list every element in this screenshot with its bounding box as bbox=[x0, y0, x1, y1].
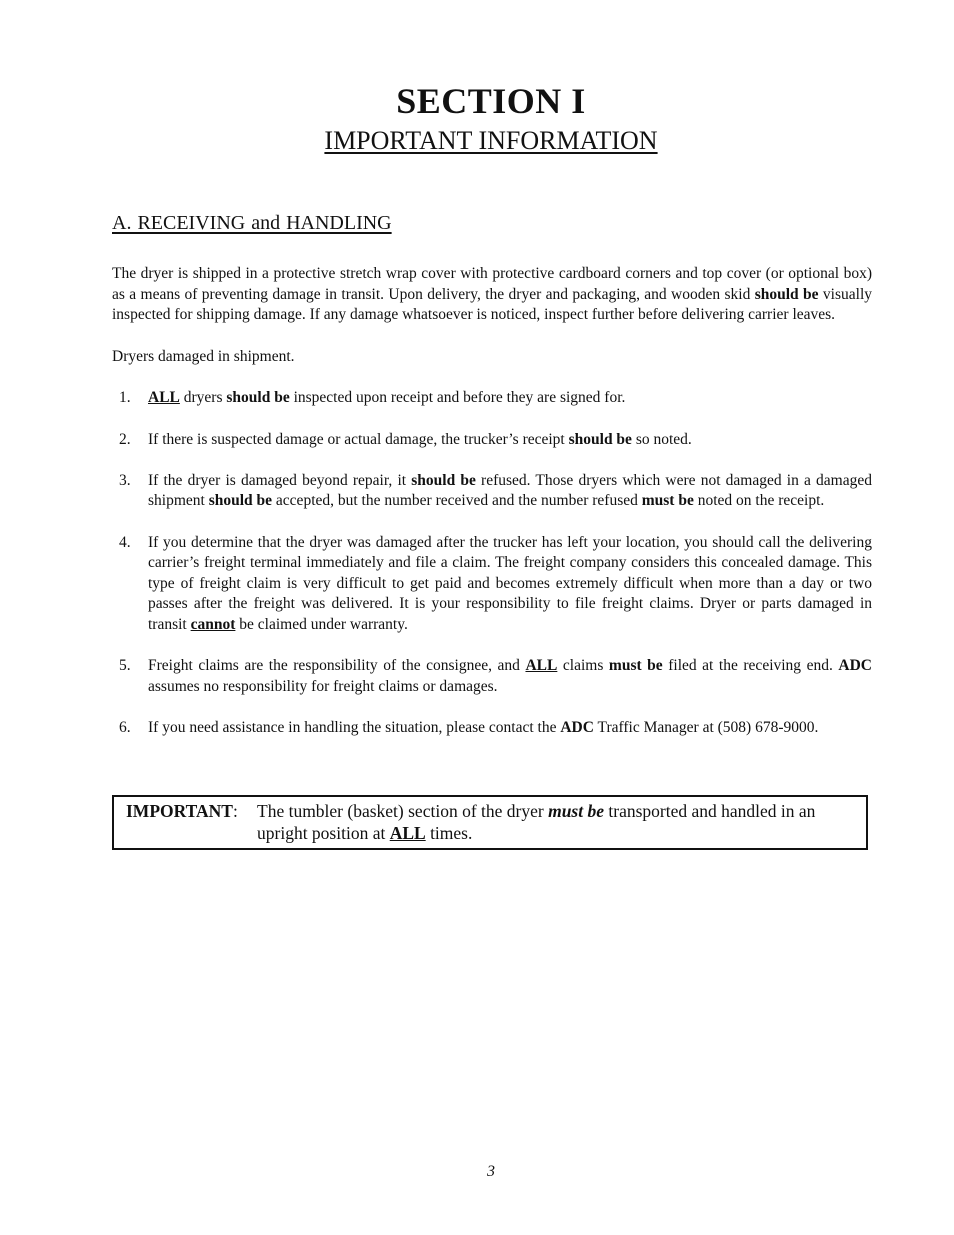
list-text: claims bbox=[557, 657, 609, 675]
list-text: assumes no responsibility for freight claims or damages. bbox=[148, 677, 498, 695]
list-item bbox=[112, 471, 872, 512]
emphasis-should-be: should be bbox=[226, 389, 290, 407]
emphasis-should-be: should be bbox=[754, 285, 819, 303]
damage-list bbox=[112, 388, 872, 738]
list-text: If you need assistance in handling the situation, please contact the bbox=[148, 718, 561, 736]
list-text: filed at the receiving end. bbox=[662, 657, 839, 675]
receiving-paragraph bbox=[112, 264, 872, 326]
list-number: 2. bbox=[119, 430, 131, 448]
list-number: 5. bbox=[119, 657, 131, 675]
emphasis-adc: ADC bbox=[838, 657, 872, 675]
notice-text: transported and handled in an upright position at bbox=[257, 801, 816, 843]
paragraph-text: The dryer is shipped in a protective stretch wrap cover with protective cardboard corners and top cover (or optional box) as a means of preventing damage in transit. Upon delivery, the dryer and packaging, and wooden skid bbox=[112, 265, 872, 303]
emphasis-all: ALL bbox=[389, 823, 426, 843]
list-text: dryers bbox=[179, 389, 227, 407]
emphasis-should-be: should be bbox=[208, 492, 273, 510]
list-number: 4. bbox=[119, 533, 131, 551]
damage-intro: Dryers damaged in shipment. bbox=[112, 347, 295, 365]
list-item bbox=[112, 656, 872, 697]
list-text: If the dryer is damaged beyond repair, it bbox=[148, 471, 412, 489]
emphasis-must-be: must be bbox=[641, 492, 694, 510]
section-subtitle: IMPORTANT INFORMATION bbox=[324, 126, 658, 155]
list-text: refused. Those dryers which were not damaged in a damaged shipment bbox=[148, 471, 872, 510]
section-title: SECTION I bbox=[396, 81, 586, 121]
page-number: 3 bbox=[487, 1163, 495, 1180]
emphasis-adc: ADC bbox=[560, 718, 594, 736]
list-text: be claimed under warranty. bbox=[235, 615, 408, 633]
notice-text: times. bbox=[425, 823, 473, 843]
important-label bbox=[126, 800, 238, 822]
important-label-colon: : bbox=[232, 801, 238, 821]
list-text: If you determine that the dryer was damaged after the trucker has left your location, you should call the delivering carrier’s freight terminal immediately and file a claim. The freight company considers this concealed damage. This type of freight claim is very difficult to get paid and becomes extremely difficult when more than a day or two passes after the freight was delivered. It is your responsibility to file freight claims. Dryer or parts damaged in transit bbox=[148, 533, 872, 633]
notice-text: The tumbler (basket) section of the dryer bbox=[257, 801, 549, 821]
important-text bbox=[257, 800, 857, 844]
emphasis-all: ALL bbox=[148, 389, 180, 407]
list-item bbox=[112, 430, 872, 451]
emphasis-must-be: must be bbox=[608, 657, 663, 675]
list-item bbox=[112, 718, 872, 739]
list-text: noted on the receipt. bbox=[693, 492, 825, 510]
list-number: 1. bbox=[119, 389, 131, 407]
list-number: 3. bbox=[119, 471, 131, 489]
list-text: If there is suspected damage or actual damage, the trucker’s receipt bbox=[148, 430, 569, 448]
list-text: accepted, but the number received and the number refused bbox=[272, 492, 642, 510]
list-item bbox=[112, 388, 872, 409]
list-item bbox=[112, 533, 872, 636]
list-number: 6. bbox=[119, 718, 131, 736]
list-text: inspected upon receipt and before they are signed for. bbox=[289, 389, 626, 407]
subsection-heading: A. RECEIVING and HANDLING bbox=[112, 212, 392, 234]
emphasis-should-be: should be bbox=[568, 430, 632, 448]
emphasis-all: ALL bbox=[525, 657, 558, 675]
important-label-text: IMPORTANT bbox=[126, 801, 233, 821]
content-body bbox=[112, 264, 872, 759]
list-text: Traffic Manager at (508) 678-9000. bbox=[593, 718, 819, 736]
emphasis-must-be: must be bbox=[548, 801, 604, 821]
emphasis-should-be: should be bbox=[411, 471, 476, 489]
emphasis-cannot: cannot bbox=[190, 615, 236, 633]
list-text: so noted. bbox=[631, 430, 692, 448]
important-notice-box bbox=[112, 795, 868, 850]
paragraph-text: visually inspected for shipping damage. If any damage whatsoever is noticed, inspect further before delivering carrier leaves. bbox=[112, 285, 872, 324]
list-text: Freight claims are the responsibility of the consignee, and bbox=[148, 657, 526, 675]
